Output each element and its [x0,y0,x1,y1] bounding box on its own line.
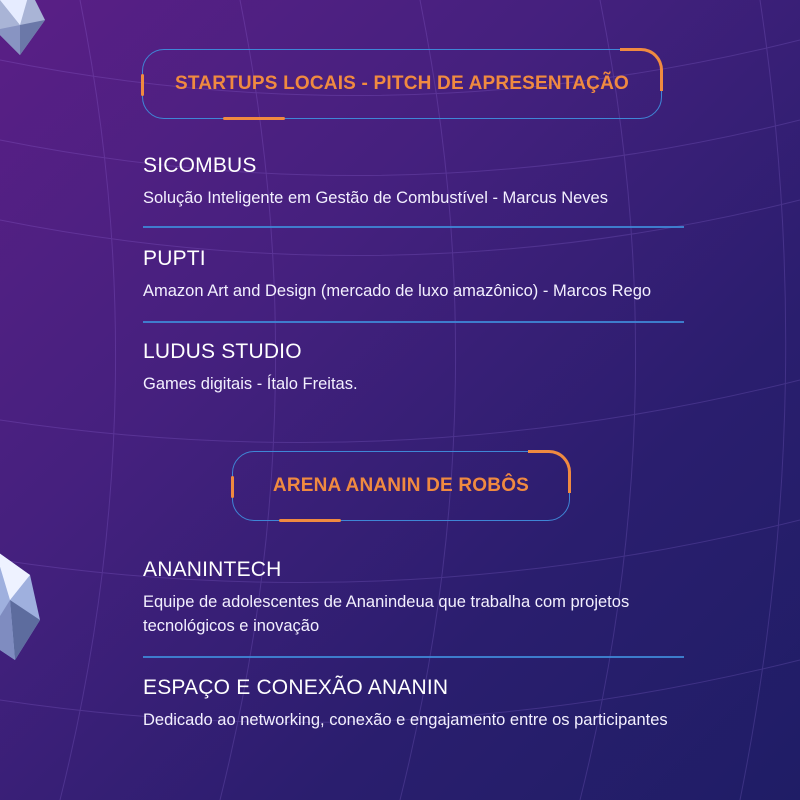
divider [143,321,684,323]
section-header-startups [142,49,662,119]
list-item [143,247,743,303]
list-item [143,676,743,732]
pill-accent [620,48,663,91]
item-title: LUDUS STUDIO [143,340,302,363]
divider [143,656,684,658]
section-title: ARENA ANANIN DE ROBÔS [272,475,530,496]
pill-accent [231,476,234,498]
crystal-gem-icon [0,540,50,670]
item-description: Games digitais - Ítalo Freitas. [143,375,358,393]
section-title: STARTUPS LOCAIS - PITCH DE APRESENTAÇÃO [175,73,629,94]
section-header-arena [232,451,570,521]
item-description [143,590,743,638]
item-description-line: tecnológicos e inovação [143,617,320,635]
pill-accent [279,519,341,522]
item-description: Solução Inteligente em Gestão de Combustível - Marcus Neves [143,189,608,207]
crystal-gem-icon [0,0,50,60]
item-description: Amazon Art and Design (mercado de luxo amazônico) - Marcos Rego [143,282,652,300]
list-item [143,154,743,210]
divider [143,226,684,228]
item-title: ESPAÇO E CONEXÃO ANANIN [143,676,449,699]
pill-accent [223,117,285,120]
item-description: Dedicado ao networking, conexão e engajamento entre os participantes [143,711,668,729]
item-title: ANANINTECH [143,558,282,581]
item-title: SICOMBUS [143,154,257,177]
item-description-line: Equipe de adolescentes de Ananindeua que trabalha com projetos [143,593,630,611]
list-item [143,558,743,638]
pill-accent [528,450,571,493]
pill-accent [141,74,144,96]
list-item [143,340,743,396]
item-title: PUPTI [143,247,206,270]
